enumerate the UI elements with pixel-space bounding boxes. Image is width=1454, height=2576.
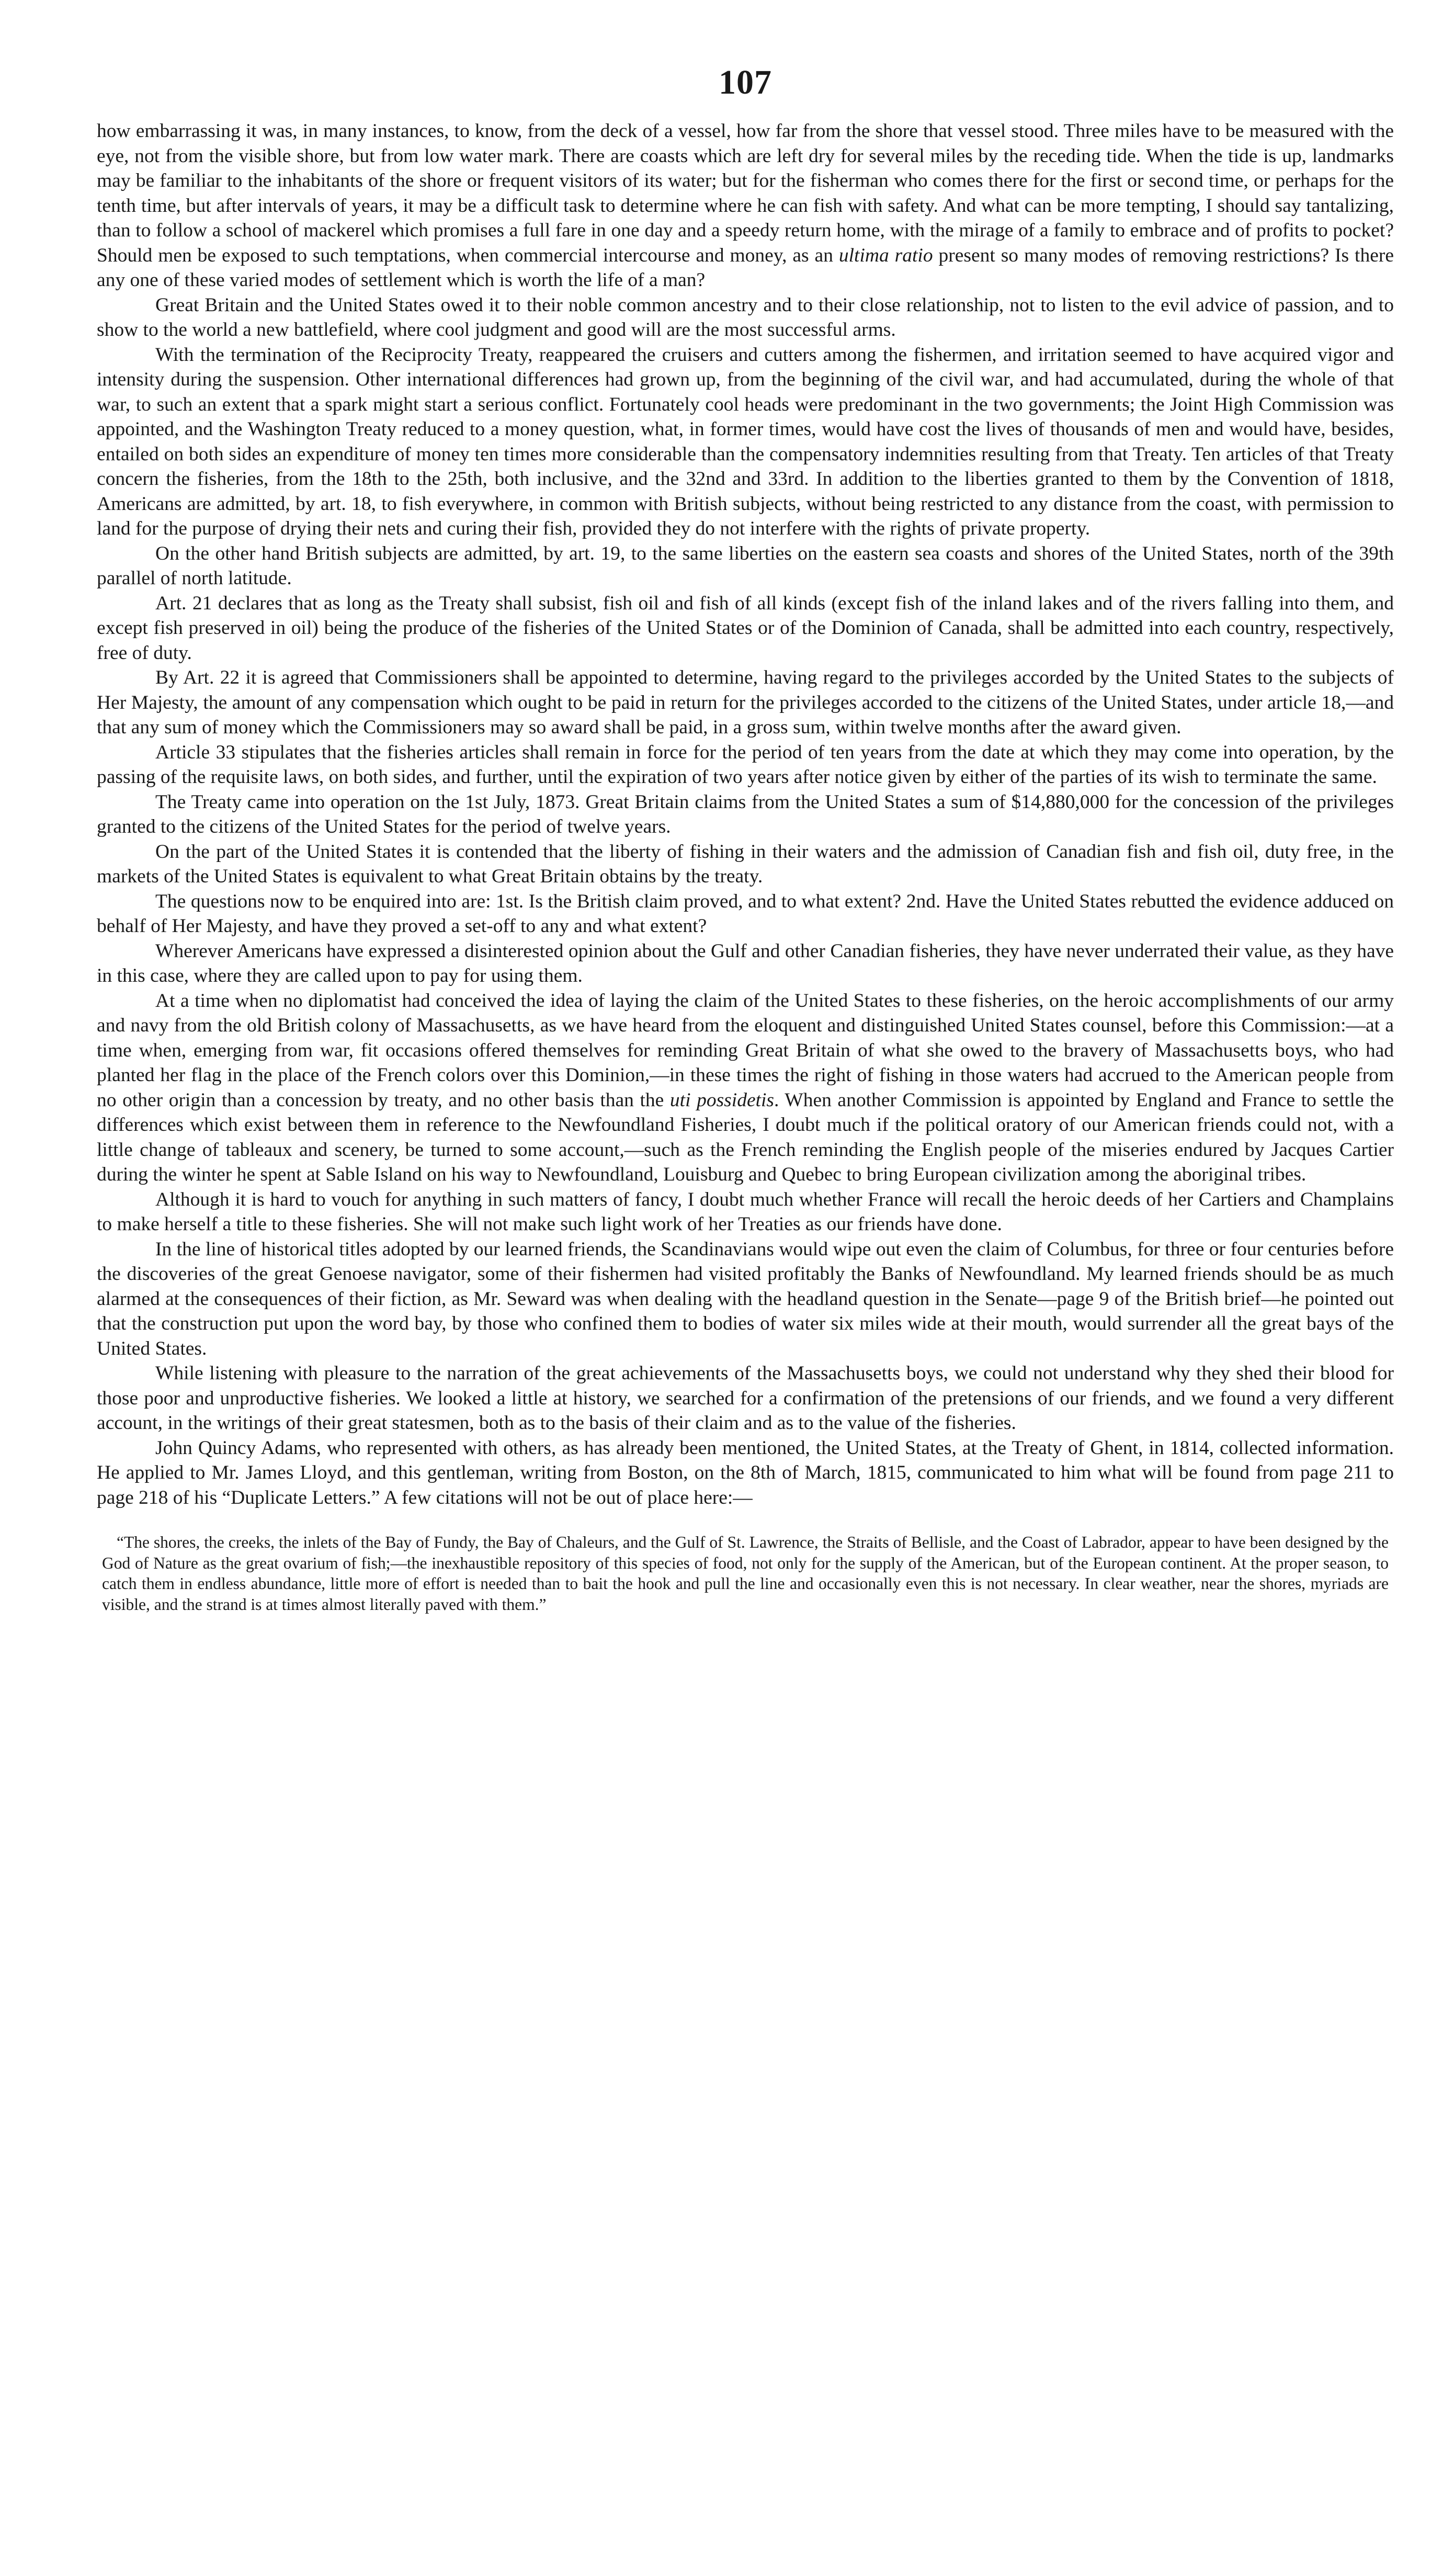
paragraph-11: Wherever Americans have expressed a disinterested opinion about the Gulf and other Canadian fisheries, they have never underrated their value, as they have in this case, where they are called upon to pay for using them. [97, 940, 1394, 986]
paragraph-12: At a time when no diplomatist had conceived the idea of laying the claim of the United States to these fisheries, on the heroic accomplishments of our army and navy from the old British colony of Massachusetts, as we have heard from the eloquent and distinguished United States counsel, before this Commission:—at a time when, emerging from war, fit occasions offered themselves for reminding Great Britain of what she owed to the bravery of Massachusetts boys, who had planted her flag in the place of the French colors over this Dominion,—in these times the right of fishing in those waters had accrued to the American people from no other origin than a concession by treaty, and no other basis than the uti possidetis. When another Commission is appointed by England and France to settle the differences which exist between them in reference to the Newfoundland Fisheries, I doubt much if the political oratory of our American friends could not, with a little change of tableaux and scenery, be turned to some account,—such as the French reminding the English people of the miseries endured by Jacques Cartier during the winter he spent at Sable Island on his way to Newfoundland, Louisburg and Quebec to bring European civilization among the aboriginal tribes. [97, 990, 1394, 1185]
paragraph-2: Great Britain and the United States owed it to their noble common ancestry and to their close relationship, not to listen to the evil advice of passion, and to show to the world a new battlefield, where cool judgment and good will are the most successful arms. [97, 294, 1394, 341]
paragraph-4: On the other hand British subjects are admitted, by art. 19, to the same liberties on the eastern sea coasts and shores of the United States, north of the 39th parallel of north latitude. [97, 542, 1394, 589]
quote-text: “The shores, the creeks, the inlets of the Bay of Fundy, the Bay of Chaleurs, and the Gulf of St. Lawrence, the Straits of Bellisle, and the Coast of Labrador, appear to have been designed by the God of Nature as the great ovarium of fish;—the inexhaustible repository of this species of food, not only for the supply of the American, but of the European continent. At the proper season, to catch them in endless abundance, little more of effort is needed than to bait the hook and pull the line and occasionally even this is not necessary. In clear weather, near the shores, myriads are visible, and the strand is at times almost literally paved with them.” [102, 1533, 1389, 1614]
paragraph-8: The Treaty came into operation on the 1st July, 1873. Great Britain claims from the United States a sum of $14,880,000 for the concession of the privileges granted to the citizens of the United States for the period of twelve years. [97, 791, 1394, 837]
paragraph-7: Article 33 stipulates that the fisheries articles shall remain in force for the period of ten years from the date at which they may come into operation, by the passing of the requisite laws, on both sides, and further, until the expiration of two years after notice given by either of the parties of its wish to terminate the same. [97, 741, 1394, 788]
block-quote [97, 1532, 1394, 1615]
paragraph-3: With the termination of the Reciprocity Treaty, reappeared the cruisers and cutters among the fishermen, and irritation seemed to have acquired vigor and intensity during the suspension. Other international differences had grown up, from the beginning of the civil war, and had accumulated, during the whole of that war, to such an extent that a spark might start a serious conflict. Fortunately cool heads were predominant in the two governments; the Joint High Commission was appointed, and the Washington Treaty reduced to a money question, what, in former times, would have cost the lives of thousands of men and would have, besides, entailed on both sides an expenditure of money ten times more considerable than the compensatory indemnities resulting from that Treaty. Ten articles of that Treaty concern the fisheries, from the 18th to the 25th, both inclusive, and the 32nd and 33rd. In addition to the liberties granted to them by the Convention of 1818, Americans are admitted, by art. 18, to fish everywhere, in common with British subjects, without being restricted to any distance from the coast, with permission to land for the purpose of drying their nets and curing their fish, provided they do not interfere with the rights of private property. [97, 344, 1394, 539]
paragraph-13: Although it is hard to vouch for anything in such matters of fancy, I doubt much whether France will recall the heroic deeds of her Cartiers and Champlains to make herself a title to these fisheries. She will not make such light work of her Treaties as our friends have done. [97, 1188, 1394, 1235]
paragraph-10: The questions now to be enquired into are: 1st. Is the British claim proved, and to what extent? 2nd. Have the United States rebutted the evidence adduced on behalf of Her Majesty, and have they proved a set-off to any and what extent? [97, 890, 1394, 937]
paragraph-1: how embarrassing it was, in many instances, to know, from the deck of a vessel, how far from the shore that vessel stood. Three miles have to be measured with the eye, not from the visible shore, but from low water mark. There are coasts which are left dry for several miles by the receding tide. When the tide is up, landmarks may be familiar to the inhabitants of the shore or frequent visitors of its water; but for the fisherman who comes there for the first or second time, or perhaps for the tenth time, but after intervals of years, it may be a difficult task to determine where he can fish with safety. And what can be more tempting, I should say tantalizing, than to follow a school of mackerel which promises a full fare in one day and a speedy return home, with the mirage of a family to embrace and of profits to pocket? Should men be exposed to such temptations, when commercial intercourse and money, as an ultima ratio present so many modes of removing restrictions? Is there any one of these varied modes of settlement which is worth the life of a man? [97, 120, 1394, 291]
body-text [97, 119, 1394, 1510]
paragraph-5: Art. 21 declares that as long as the Treaty shall subsist, fish oil and fish of all kinds (except fish of the inland lakes and of the rivers falling into them, and except fish preserved in oil) being the produce of the fisheries of the United States or of the Dominion of Canada, shall be admitted into each country, respectively, free of duty. [97, 592, 1394, 664]
paragraph-15: While listening with pleasure to the narration of the great achievements of the Massachusetts boys, we could not understand why they shed their blood for those poor and unproductive fisheries. We looked a little at history, we searched for a confirmation of the pretensions of our friends, and we found a very different account, in the writings of their great statesmen, both as to the basis of their claim and as to the value of the fisheries. [97, 1363, 1394, 1434]
paragraph-14: In the line of historical titles adopted by our learned friends, the Scandinavians would wipe out even the claim of Columbus, for three or four centuries before the discoveries of the great Genoese navigator, some of their fishermen had visited profitably the Banks of Newfoundland. My learned friends should be as much alarmed at the consequences of their fiction, as Mr. Seward was when dealing with the headland question in the Senate—page 9 of the British brief—he pointed out that the construction put upon the word bay, by those who confined them to bodies of water six miles wide at their mouth, would surrender all the great bays of the United States. [97, 1238, 1394, 1359]
paragraph-9: On the part of the United States it is contended that the liberty of fishing in their waters and the admission of Canadian fish and fish oil, duty free, in the markets of the United States is equivalent to what Great Britain obtains by the treaty. [97, 841, 1394, 887]
paragraph-6: By Art. 22 it is agreed that Commissioners shall be appointed to determine, having regard to the privileges accorded by the United States to the subjects of Her Majesty, the amount of any compensation which ought to be paid in return for the privileges accorded to the citizens of the United States, under article 18,—and that any sum of money which the Commissioners may so award shall be paid, in a gross sum, within twelve months after the award given. [97, 667, 1394, 738]
paragraph-16: John Quincy Adams, who represented with others, as has already been mentioned, the United States, at the Treaty of Ghent, in 1814, collected information. He applied to Mr. James Lloyd, and this gentleman, writing from Boston, on the 8th of March, 1815, communicated to him what will be found from page 211 to page 218 of his “Duplicate Letters.” A few citations will not be out of place here:— [97, 1437, 1394, 1508]
page-number: 107 [719, 63, 772, 101]
